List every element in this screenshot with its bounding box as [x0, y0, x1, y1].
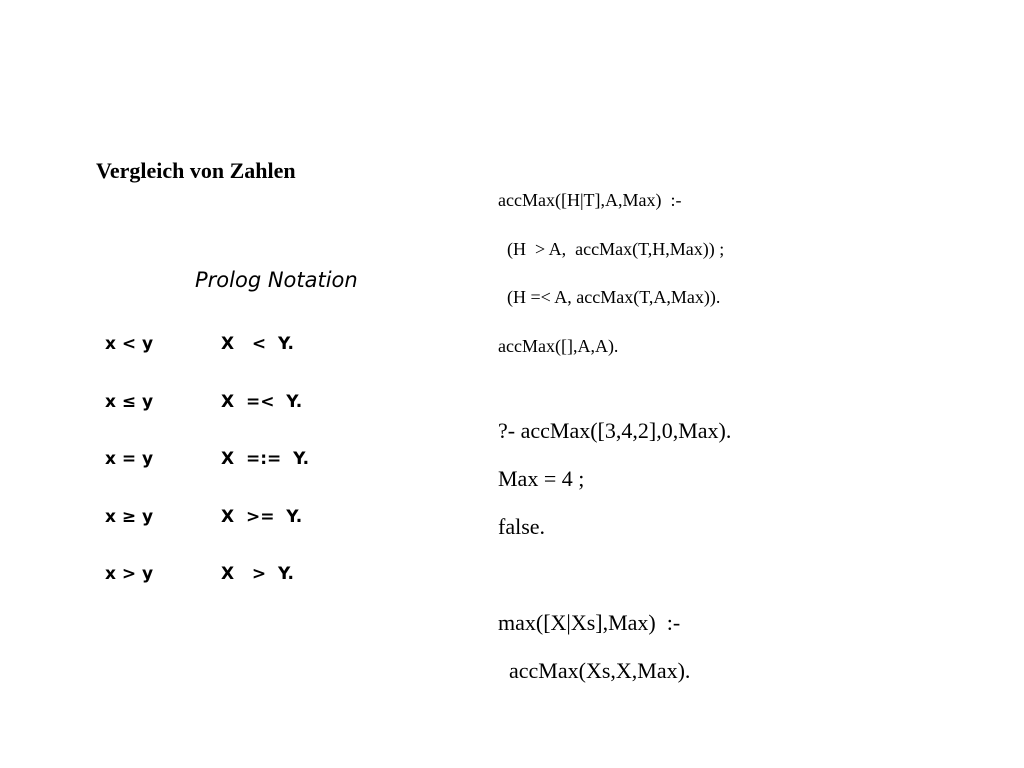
math-expression: x ≤ y [105, 391, 154, 412]
code-line: max([X|Xs],Max) :- [498, 610, 681, 635]
prolog-notation-heading: Prolog Notation [195, 268, 358, 292]
math-expression: x < y [105, 334, 154, 354]
accmax-definition [498, 190, 724, 384]
prolog-expression: X >= Y. [221, 506, 303, 527]
prolog-expression: X =:= Y. [221, 449, 310, 469]
prolog-expression: X < Y. [221, 334, 294, 354]
prolog-expression: X =< Y. [221, 391, 303, 412]
code-line: accMax([],A,A). [498, 335, 619, 356]
math-expression: x ≥ y [105, 506, 154, 527]
query-and-max-definition [498, 418, 731, 706]
code-line: accMax(Xs,X,Max). [498, 658, 691, 683]
code-line [498, 562, 731, 610]
code-line: ?- accMax([3,4,2],0,Max). [498, 418, 732, 443]
code-line: Max = 4 ; [498, 466, 585, 491]
math-expression: x > y [105, 564, 154, 584]
prolog-expression: X > Y. [221, 564, 294, 584]
code-line: false. [498, 514, 546, 539]
math-expression: x = y [105, 449, 154, 469]
code-line: (H > A, accMax(T,H,Max)) ; [498, 238, 725, 259]
code-line: (H =< A, accMax(T,A,Max)). [498, 287, 721, 307]
slide-title: Vergleich von Zahlen [96, 158, 296, 183]
code-line: accMax([H|T],A,Max) :- [498, 190, 682, 210]
